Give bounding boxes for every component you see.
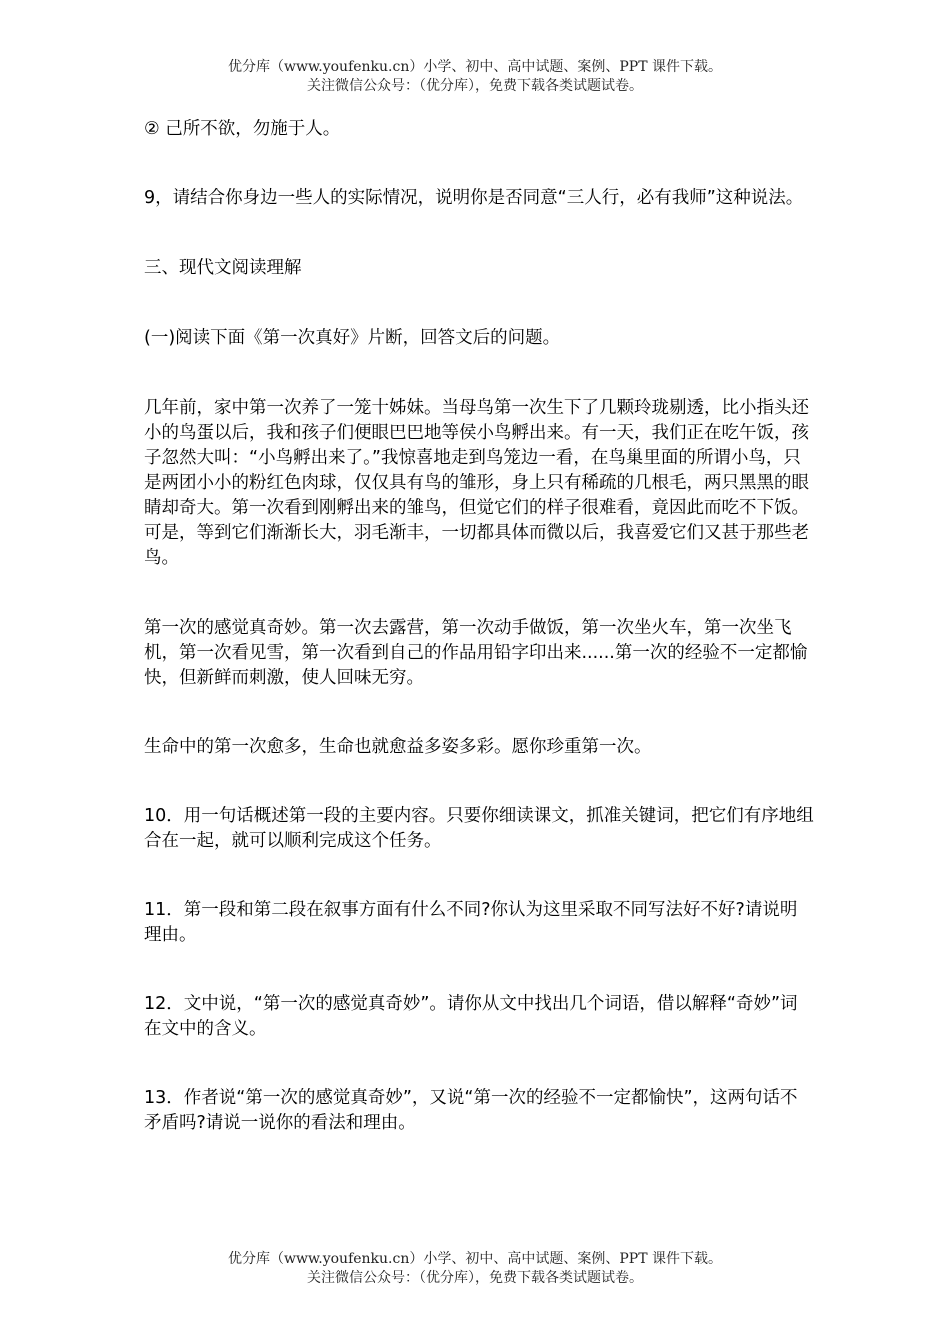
question-11: 11．第一段和第二段在叙事方面有什么不同?你认为这里采取不同写法好不好?请说明理由。: [144, 900, 798, 945]
header-line-1: 优分库（www.youfenku.cn）小学、初中、高中试题、案例、PPT 课件下载。: [227, 59, 722, 75]
document-body: [144, 117, 814, 1180]
answer-item-2: ② 己所不欲，勿施于人。: [144, 119, 341, 139]
passage-paragraph-3: 生命中的第一次愈多，生命也就愈益多姿多彩。愿你珍重第一次。: [144, 737, 652, 757]
question-12: 12．文中说，“第一次的感觉真奇妙”。请你从文中找出几个词语，借以解释“奇妙”词在文中的含义。: [144, 994, 798, 1039]
question-9: 9，请结合你身边一些人的实际情况，说明你是否同意“三人行，必有我师”这种说法。: [144, 188, 804, 208]
page-footer: [0, 1250, 950, 1288]
reading-intro: (一)阅读下面《第一次真好》片断，回答文后的问题。: [144, 328, 561, 348]
question-10: 10．用一句话概述第一段的主要内容。只要你细读课文，抓准关键词，把它们有序地组合在一起，就可以顺利完成这个任务。: [144, 806, 814, 851]
header-line-2: 关注微信公众号：（优分库），免费下载各类试题试卷。: [307, 78, 643, 94]
passage-paragraph-2: 第一次的感觉真奇妙。第一次去露营，第一次动手做饭，第一次坐火车，第一次坐飞机，第一次看见雪，第一次看到自己的作品用铅字印出来......第一次的经验不一定都愉快，但新鲜而刺激，使人回味无穷。: [144, 618, 808, 688]
footer-line-1: 优分库（www.youfenku.cn）小学、初中、高中试题、案例、PPT 课件下载。: [227, 1251, 722, 1267]
footer-line-2: 关注微信公众号：（优分库），免费下载各类试题试卷。: [307, 1270, 643, 1286]
page-header: [0, 58, 950, 96]
section-heading-3: 三、现代文阅读理解: [144, 258, 302, 278]
passage-paragraph-1: 几年前，家中第一次养了一笼十姊妹。当母鸟第一次生下了几颗玲珑剔透，比小指头还小的鸟蛋以后，我和孩子们便眼巴巴地等侯小鸟孵出来。有一天，我们正在吃午饭，孩子忽然大叫：“小鸟孵出来了。”我惊喜地走到鸟笼边一看，在鸟巢里面的所谓小鸟，只是两团小小的粉红色肉球，仅仅具有鸟的雏形，身上只有稀疏的几根毛，两只黑黑的眼睛却奇大。第一次看到刚孵出来的雏鸟，但觉它们的样子很难看，竟因此而吃不下饭。可是，等到它们渐渐长大，羽毛渐丰，一切都具体而微以后，我喜爱它们又甚于那些老鸟。: [144, 398, 809, 568]
question-13: 13．作者说“第一次的感觉真奇妙”，又说“第一次的经验不一定都愉快”，这两句话不矛盾吗?请说一说你的看法和理由。: [144, 1088, 798, 1133]
